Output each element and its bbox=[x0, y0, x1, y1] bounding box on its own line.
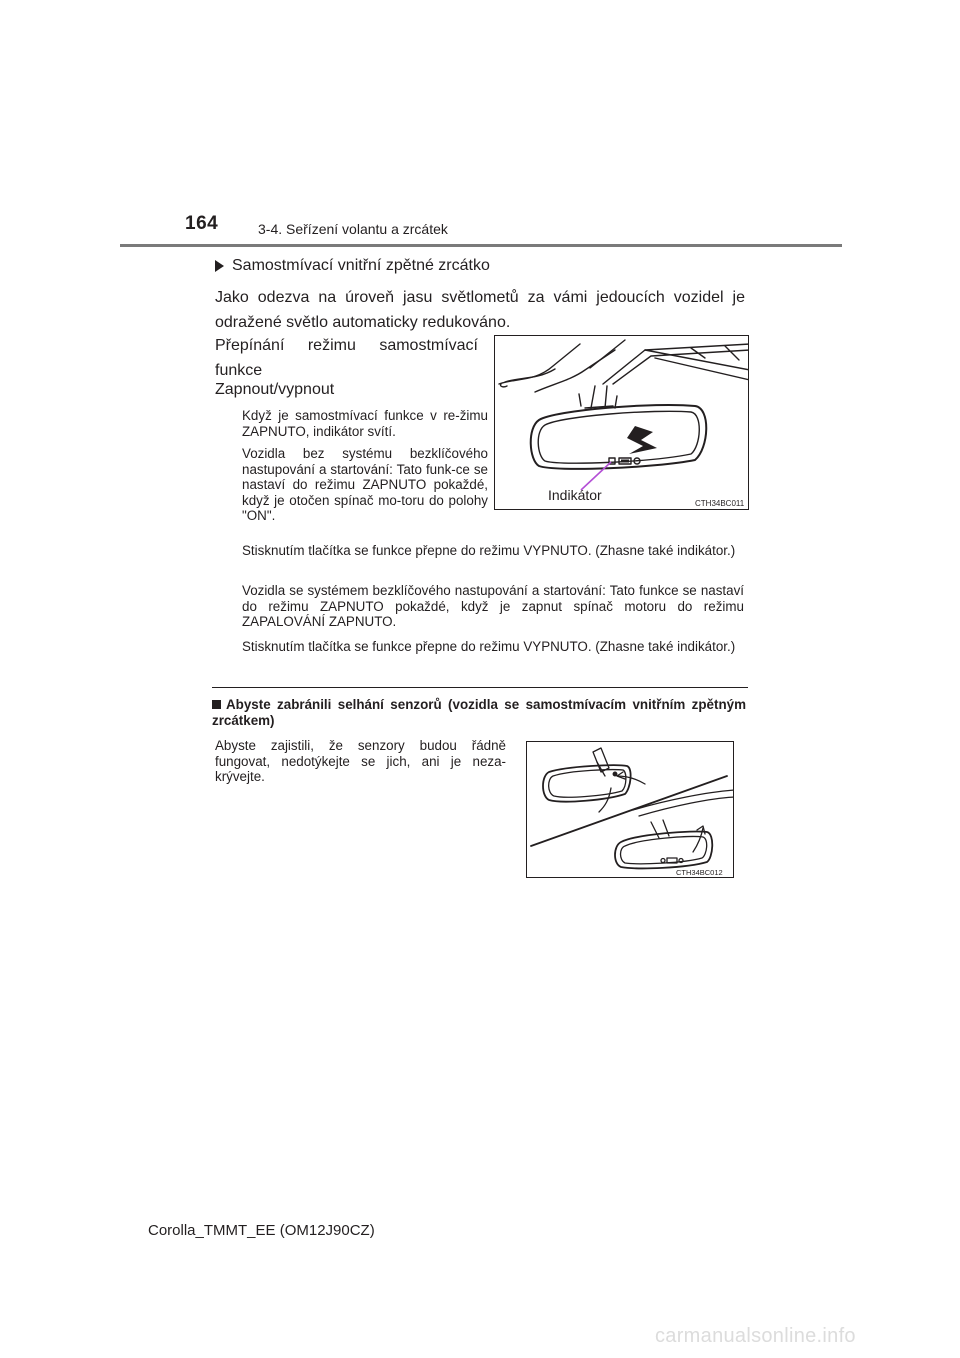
subheading bbox=[215, 257, 490, 275]
subheading-text: Samostmívací vnitřní zpětné zrcátko bbox=[232, 257, 490, 274]
intro-paragraph: Jako odezva na úroveň jasu světlometů za vámi jedoucích vozidel je odražené světlo automaticky redukováno. bbox=[215, 289, 745, 331]
figure-code: CTH34BC011 bbox=[695, 499, 745, 508]
mirror-illustration bbox=[494, 335, 749, 510]
note-heading-text: Abyste zabránili selhání senzorů (vozidla se samostmívacím vnitřním zpětným zrcátkem) bbox=[212, 697, 746, 728]
triangle-bullet-icon bbox=[215, 260, 224, 272]
sensor-illustration bbox=[526, 741, 734, 878]
page-number: 164 bbox=[185, 213, 219, 234]
square-bullet-icon bbox=[212, 700, 221, 709]
section-divider bbox=[212, 687, 748, 688]
indicator-label: Indikátor bbox=[548, 487, 602, 503]
indicator-paragraph: Když je samostmívací funkce v re-žimu ZAPNUTO, indikátor svítí. bbox=[242, 408, 488, 439]
on-off-label: Zapnout/vypnout bbox=[215, 381, 335, 398]
keyless-paragraph: Vozidla se systémem bezklíčového nastupování a startování: Tato funkce se nastaví do režimu ZAPNUTO pokaždé, když je zapnut spínač motoru do režimu ZAPALOVÁNÍ ZAPNUTO. bbox=[242, 583, 744, 629]
mode-switch-title: Přepínání režimu samostmívací funkce bbox=[215, 337, 478, 379]
mirror-drawing bbox=[495, 336, 749, 510]
button-off-paragraph: Stisknutím tlačítka se funkce přepne do režimu VYPNUTO. (Zhasne také indikátor.) bbox=[242, 543, 736, 558]
section-title: 3-4. Seřízení volantu a zrcátek bbox=[258, 221, 448, 237]
sensor-paragraph: Abyste zajistili, že senzory budou řádně fungovat, nedotýkejte se jich, ani je neza-krývejte. bbox=[215, 738, 506, 784]
note-heading bbox=[212, 697, 746, 729]
no-keyless-paragraph: Vozidla bez systému bezklíčového nastupování a startování: Tato funk-ce se nastaví do režimu ZAPNUTO pokaždé, když je otočen spínač mo-toru do polohy "ON". bbox=[242, 446, 488, 523]
manual-id: Corolla_TMMT_EE (OM12J90CZ) bbox=[148, 1222, 375, 1239]
header-divider bbox=[120, 244, 842, 247]
figure-code-2: CTH34BC012 bbox=[676, 868, 723, 877]
watermark: carmanualsonline.info bbox=[655, 1325, 856, 1347]
sensor-drawing bbox=[527, 742, 734, 878]
button-off-paragraph-2: Stisknutím tlačítka se funkce přepne do režimu VYPNUTO. (Zhasne také indikátor.) bbox=[242, 639, 736, 654]
